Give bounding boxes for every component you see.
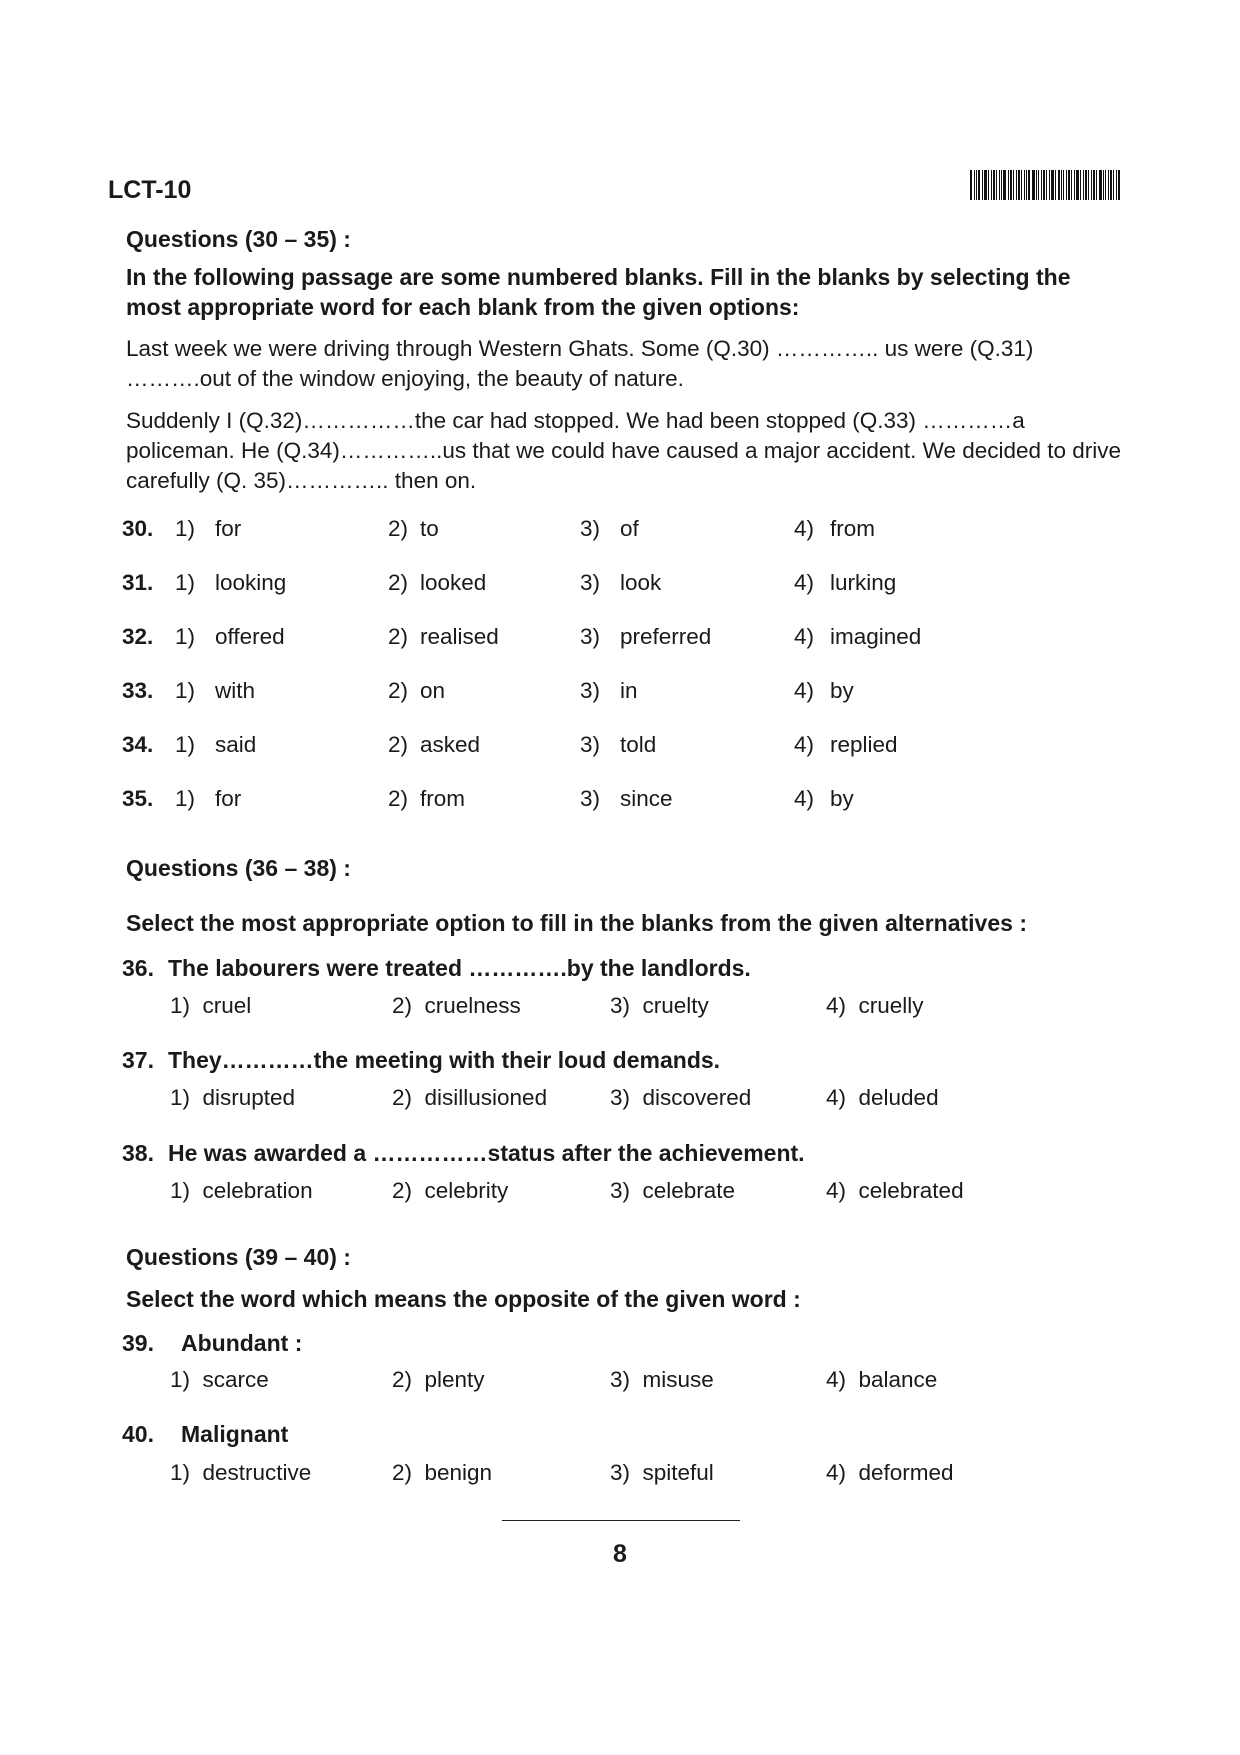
option: 4) balance <box>826 1367 938 1392</box>
option-number: 1) <box>175 732 196 757</box>
question-number: 35. <box>122 786 154 811</box>
option-text: preferred <box>620 624 712 649</box>
option: 4) deluded <box>826 1085 939 1110</box>
option-text: replied <box>830 732 898 757</box>
option-number: 1) <box>175 570 196 595</box>
option-text: on <box>420 678 446 703</box>
option: 3) celebrate <box>610 1178 736 1203</box>
question-number: 40. <box>122 1421 154 1447</box>
option-number: 2) <box>388 678 409 703</box>
question-row <box>0 678 1240 708</box>
option: 1) celebration <box>170 1178 313 1203</box>
option: 2) cruelness <box>392 993 521 1018</box>
option-text: in <box>620 678 638 703</box>
question-stem <box>122 1140 805 1167</box>
option-text: offered <box>215 624 285 649</box>
option-row <box>0 993 1240 1023</box>
question-stem <box>122 1421 288 1448</box>
option-number: 3) <box>580 570 601 595</box>
question-number: 36. <box>122 955 154 981</box>
option-number: 1) <box>175 624 196 649</box>
question-row <box>0 516 1240 546</box>
question-row <box>0 732 1240 762</box>
option: 4) deformed <box>826 1460 954 1485</box>
option-text: to <box>420 516 439 541</box>
option-text: since <box>620 786 673 811</box>
option: 1) destructive <box>170 1460 312 1485</box>
option: 4) celebrated <box>826 1178 964 1203</box>
exam-code: LCT-10 <box>108 176 192 204</box>
question-number: 30. <box>122 516 154 541</box>
option-number: 2) <box>388 570 409 595</box>
option-text: from <box>420 786 465 811</box>
option: 4) cruelly <box>826 993 924 1018</box>
footer-rule <box>502 1520 740 1521</box>
option-text: for <box>215 786 242 811</box>
option: 3) spiteful <box>610 1460 714 1485</box>
passage-paragraph-1: Last week we were driving through Western Ghats. Some (Q.30) ………….. us were (Q.31) ……….out of the window enjoying, the beauty of nature. <box>126 336 1034 391</box>
option-text: by <box>830 678 854 703</box>
option-number: 4) <box>794 570 815 595</box>
option-text: asked <box>420 732 481 757</box>
question-row <box>0 570 1240 600</box>
option-text: for <box>215 516 242 541</box>
question-stem <box>122 1047 720 1074</box>
question-number: 37. <box>122 1047 154 1073</box>
option-number: 3) <box>580 732 601 757</box>
option-row <box>0 1178 1240 1208</box>
option: 1) disrupted <box>170 1085 296 1110</box>
option-number: 4) <box>794 624 815 649</box>
option-number: 2) <box>388 624 409 649</box>
section-heading-39-40: Questions (39 – 40) : <box>126 1244 351 1270</box>
option-number: 3) <box>580 786 601 811</box>
option-number: 2) <box>388 732 409 757</box>
option-number: 4) <box>794 516 815 541</box>
option-text: look <box>620 570 662 595</box>
section-instruction-30-35: In the following passage are some numbered blanks. Fill in the blanks by selecting the most appropriate word for each blank from the given options: <box>126 264 1071 320</box>
option-number: 3) <box>580 678 601 703</box>
question-number: 39. <box>122 1330 154 1356</box>
question-text: Malignant <box>181 1421 289 1447</box>
section-heading-36-38: Questions (36 – 38) : <box>126 855 351 881</box>
option: 3) discovered <box>610 1085 752 1110</box>
option-text: looking <box>215 570 287 595</box>
question-stem <box>122 955 751 982</box>
question-text: Abundant : <box>181 1330 303 1356</box>
page-number: 8 <box>613 1540 627 1568</box>
question-stem <box>122 1330 302 1357</box>
option-row <box>0 1460 1240 1490</box>
passage-paragraph-2: Suddenly I (Q.32)……………the car had stopped. We had been stopped (Q.33) …………a policeman. He (Q.34)…………..us that we could have caused a major accident. We decided to drive carefully (Q. 35)………….. then on. <box>126 408 1122 493</box>
option-number: 4) <box>794 678 815 703</box>
option-row <box>0 1085 1240 1115</box>
option-number: 2) <box>388 786 409 811</box>
section-instruction-39-40: Select the word which means the opposite of the given word : <box>126 1286 801 1312</box>
option: 3) cruelty <box>610 993 709 1018</box>
option-row <box>0 1367 1240 1397</box>
option-text: by <box>830 786 854 811</box>
option: 2) disillusioned <box>392 1085 548 1110</box>
option: 2) benign <box>392 1460 493 1485</box>
option-text: realised <box>420 624 499 649</box>
option-number: 1) <box>175 678 196 703</box>
question-number: 38. <box>122 1140 154 1166</box>
section-heading-30-35: Questions (30 – 35) : <box>126 226 351 252</box>
option-number: 3) <box>580 516 601 541</box>
question-number: 31. <box>122 570 154 595</box>
option-number: 4) <box>794 786 815 811</box>
question-row <box>0 624 1240 654</box>
question-text: The labourers were treated ………….by the landlords. <box>168 955 751 981</box>
option: 3) misuse <box>610 1367 714 1392</box>
option-number: 1) <box>175 786 196 811</box>
question-number: 32. <box>122 624 154 649</box>
option-text: looked <box>420 570 487 595</box>
option: 1) scarce <box>170 1367 269 1392</box>
section-instruction-36-38: Select the most appropriate option to fill in the blanks from the given alternatives : <box>126 910 1027 936</box>
question-number: 33. <box>122 678 154 703</box>
option-text: said <box>215 732 257 757</box>
option-text: imagined <box>830 624 922 649</box>
option: 2) celebrity <box>392 1178 509 1203</box>
option-text: from <box>830 516 875 541</box>
barcode-icon <box>970 170 1134 200</box>
question-text: They…………the meeting with their loud demands. <box>168 1047 721 1073</box>
option-number: 4) <box>794 732 815 757</box>
option-number: 2) <box>388 516 409 541</box>
option-number: 1) <box>175 516 196 541</box>
option-text: lurking <box>830 570 897 595</box>
question-text: He was awarded a ……………status after the achievement. <box>168 1140 805 1166</box>
option-text: with <box>215 678 256 703</box>
option: 1) cruel <box>170 993 252 1018</box>
passage <box>126 334 1126 496</box>
option-text: told <box>620 732 657 757</box>
question-number: 34. <box>122 732 154 757</box>
option-number: 3) <box>580 624 601 649</box>
option: 2) plenty <box>392 1367 485 1392</box>
option-text: of <box>620 516 639 541</box>
question-row <box>0 786 1240 816</box>
